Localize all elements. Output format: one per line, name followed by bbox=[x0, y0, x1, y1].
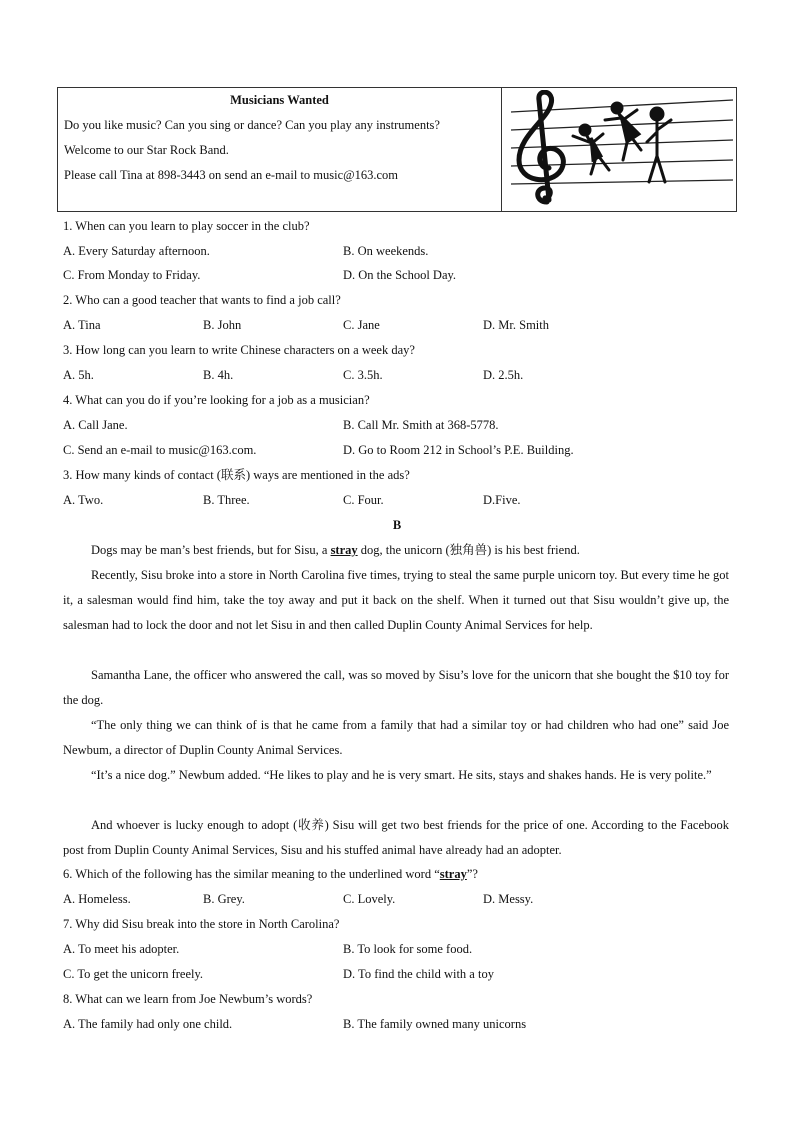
ad-title: Musicians Wanted bbox=[230, 93, 329, 107]
q5-option-a: A. Two. bbox=[63, 493, 104, 507]
ad-line-1: Do you like music? Can you sing or dance? Can you play any instruments? bbox=[64, 118, 440, 132]
passage-paragraph-3: Samantha Lane, the officer who answered the call, was so moved by Sisu’s love for the unicorn that she bought the $10 toy for the dog. bbox=[63, 668, 729, 707]
ad-line-2: Welcome to our Star Rock Band. bbox=[64, 143, 229, 157]
q6-option-b: B. Grey. bbox=[203, 892, 245, 906]
q5-option-b: B. Three. bbox=[203, 493, 250, 507]
singer-figure-icon bbox=[647, 108, 671, 182]
underlined-word-stray: stray bbox=[330, 543, 358, 557]
q4-option-c: C. Send an e-mail to music@163.com. bbox=[63, 443, 257, 457]
q8-option-a: A. The family had only one child. bbox=[63, 1017, 233, 1031]
q7-option-d: D. To find the child with a toy bbox=[343, 967, 494, 981]
q5-option-d: D.Five. bbox=[483, 493, 521, 507]
q6-option-d: D. Messy. bbox=[483, 892, 534, 906]
passage-p1-text: Dogs may be man’s best friends, but for Sisu, a bbox=[91, 543, 331, 557]
q3-option-c: C. 3.5h. bbox=[343, 368, 383, 382]
q6-stem-text: 6. Which of the following has the similar meaning to the underlined word “ bbox=[63, 867, 440, 881]
question-4: 4. What can you do if you’re looking for a job as a musician? bbox=[63, 393, 370, 407]
q1-option-a: A. Every Saturday afternoon. bbox=[63, 244, 210, 258]
passage-paragraph-5: “It’s a nice dog.” Newbum added. “He likes to play and he is very smart. He sits, stays and shakes hands. He is very polite.” bbox=[91, 768, 712, 782]
question-5: 3. How many kinds of contact (联系) ways are mentioned in the ads? bbox=[63, 468, 410, 482]
q1-option-b: B. On weekends. bbox=[343, 244, 429, 258]
question-2: 2. Who can a good teacher that wants to find a job call? bbox=[63, 293, 341, 307]
q4-option-d: D. Go to Room 212 in School’s P.E. Building. bbox=[343, 443, 574, 457]
q3-option-b: B. 4h. bbox=[203, 368, 234, 382]
section-heading-b: B bbox=[392, 518, 402, 532]
question-1: 1. When can you learn to play soccer in the club? bbox=[63, 219, 310, 233]
q2-option-b: B. John bbox=[203, 318, 242, 332]
q2-option-a: A. Tina bbox=[63, 318, 101, 332]
dancer-figure-icon bbox=[573, 125, 609, 174]
question-8: 8. What can we learn from Joe Newbum’s words? bbox=[63, 992, 313, 1006]
musicians-wanted-ad bbox=[57, 87, 737, 212]
ad-line-3: Please call Tina at 898-3443 on send an e-mail to music@163.com bbox=[64, 168, 399, 182]
q2-option-d: D. Mr. Smith bbox=[483, 318, 549, 332]
q6-option-c: C. Lovely. bbox=[343, 892, 396, 906]
q7-option-b: B. To look for some food. bbox=[343, 942, 473, 956]
dancer-figure-icon bbox=[605, 103, 641, 160]
passage-paragraph-6: And whoever is lucky enough to adopt (收养) Sisu will get two best friends for the price of one. According to the Facebook post from Duplin County Animal Services, Sisu and his stuffed animal have already had an adopter. bbox=[63, 818, 729, 857]
q5-option-c: C. Four. bbox=[343, 493, 384, 507]
q7-option-a: A. To meet his adopter. bbox=[63, 942, 180, 956]
question-7: 7. Why did Sisu break into the store in North Carolina? bbox=[63, 917, 340, 931]
passage-paragraph-4: “The only thing we can think of is that he came from a family that had a similar toy or had children who had one” said Joe Newbum, a director of Duplin County Animal Services. bbox=[63, 718, 729, 757]
passage-paragraph-1 bbox=[63, 538, 729, 563]
q2-option-c: C. Jane bbox=[343, 318, 380, 332]
music-illustration bbox=[505, 90, 735, 209]
q6-option-a: A. Homeless. bbox=[63, 892, 131, 906]
q4-option-b: B. Call Mr. Smith at 368-5778. bbox=[343, 418, 499, 432]
q6-underlined-word: stray bbox=[439, 867, 467, 881]
q7-option-c: C. To get the unicorn freely. bbox=[63, 967, 204, 981]
ad-text-cell bbox=[58, 88, 502, 211]
question-3: 3. How long can you learn to write Chinese characters on a week day? bbox=[63, 343, 415, 357]
q1-option-c: C. From Monday to Friday. bbox=[63, 268, 201, 282]
q6-stem-end: ”? bbox=[466, 867, 478, 881]
passage-p1-text-end: dog, the unicorn (独角兽) is his best friend. bbox=[357, 543, 580, 557]
q4-option-a: A. Call Jane. bbox=[63, 418, 128, 432]
question-6 bbox=[63, 862, 478, 887]
passage-paragraph-2: Recently, Sisu broke into a store in North Carolina five times, trying to steal the same purple unicorn toy. But every time he got it, a salesman would find him, take the toy away and put it back on the shelf. When it turned out that Sisu wouldn’t give up, the salesman had to lock the door and not let Sisu in and then called Duplin County Animal Services for help. bbox=[63, 568, 729, 632]
q1-option-d: D. On the School Day. bbox=[343, 268, 457, 282]
q3-option-d: D. 2.5h. bbox=[483, 368, 524, 382]
q8-option-b: B. The family owned many unicorns bbox=[343, 1017, 527, 1031]
q3-option-a: A. 5h. bbox=[63, 368, 94, 382]
